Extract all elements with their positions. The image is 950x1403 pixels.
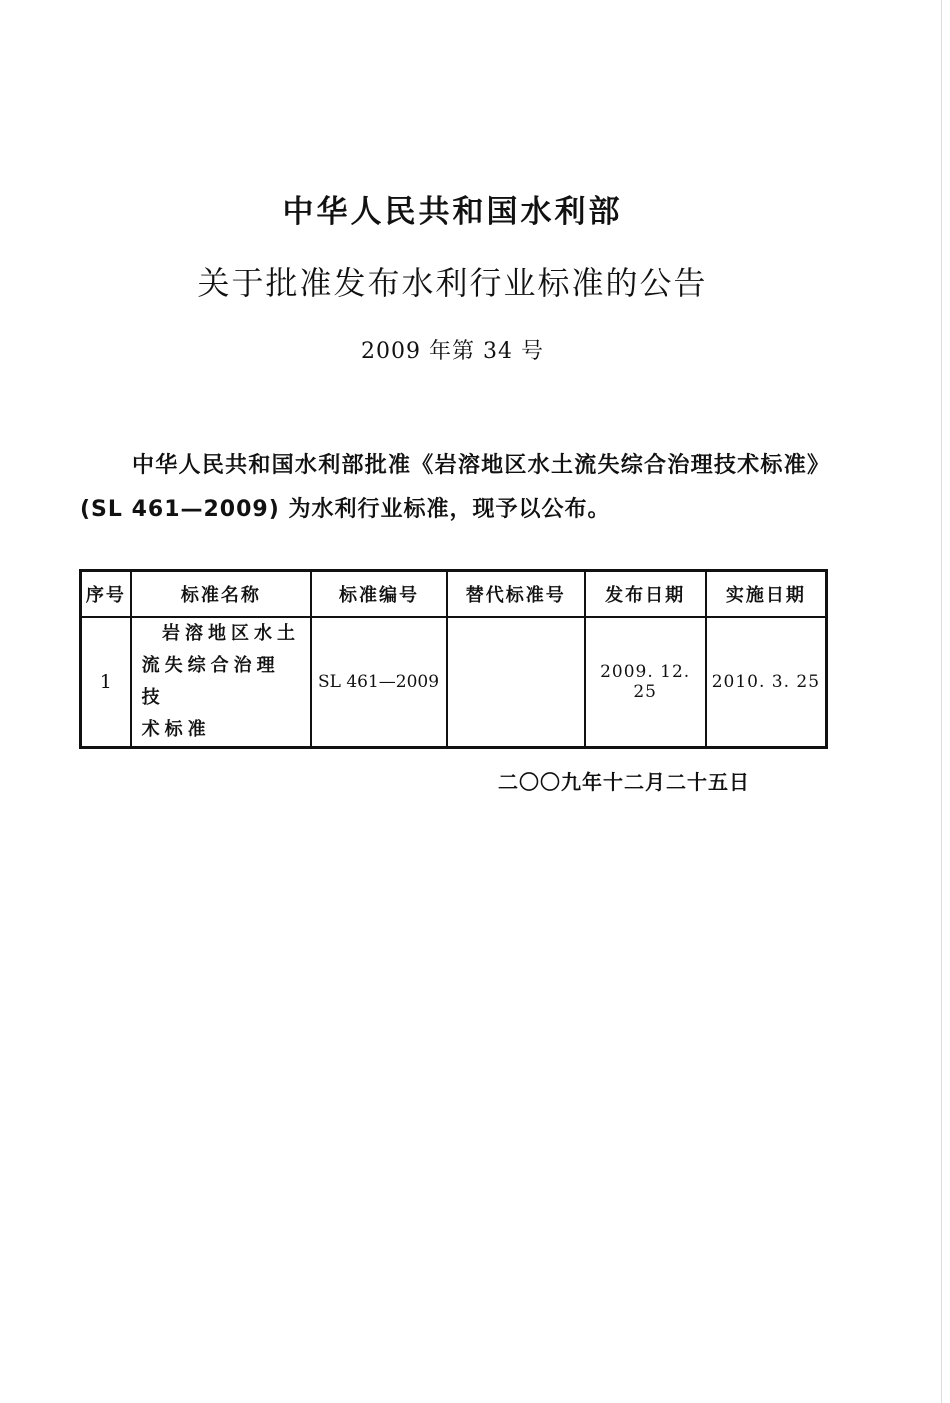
cell-implement-date: 2010. 3. 25 (706, 617, 827, 748)
cell-seq: 1 (81, 617, 131, 748)
header-replaces: 替代标准号 (447, 571, 585, 618)
issuer-heading: 中华人民共和国水利部 (282, 194, 623, 230)
cell-code: SL 461—2009 (311, 617, 447, 748)
signature-date: 二〇〇九年十二月二十五日 (498, 770, 750, 794)
table-header-row (81, 571, 827, 618)
standards-table (79, 569, 828, 749)
header-name: 标准名称 (131, 571, 311, 618)
cell-replaces (447, 617, 585, 748)
header-code: 标准编号 (311, 571, 447, 618)
announcement-title: 关于批准发布水利行业标准的公告 (197, 264, 708, 302)
table-row (81, 617, 827, 748)
page-edge-line (941, 0, 942, 1403)
header-publish-date: 发布日期 (585, 571, 706, 618)
header-seq: 序号 (81, 571, 131, 618)
announcement-body: 中华人民共和国水利部批准《岩溶地区水土流失综合治理技术标准》(SL 461—2009) 为水利行业标准，现予以公布。 (80, 453, 830, 522)
cell-name-line-1: 岩溶地区水土 (162, 623, 300, 644)
header-implement-date: 实施日期 (706, 571, 827, 618)
cell-publish-date: 2009. 12. 25 (585, 617, 706, 748)
cell-name (131, 617, 311, 748)
document-number: 2009 年第 34 号 (361, 339, 544, 364)
cell-name-line-3: 术标准 (141, 719, 211, 740)
cell-name-line-2: 流失综合治理技 (141, 655, 280, 708)
